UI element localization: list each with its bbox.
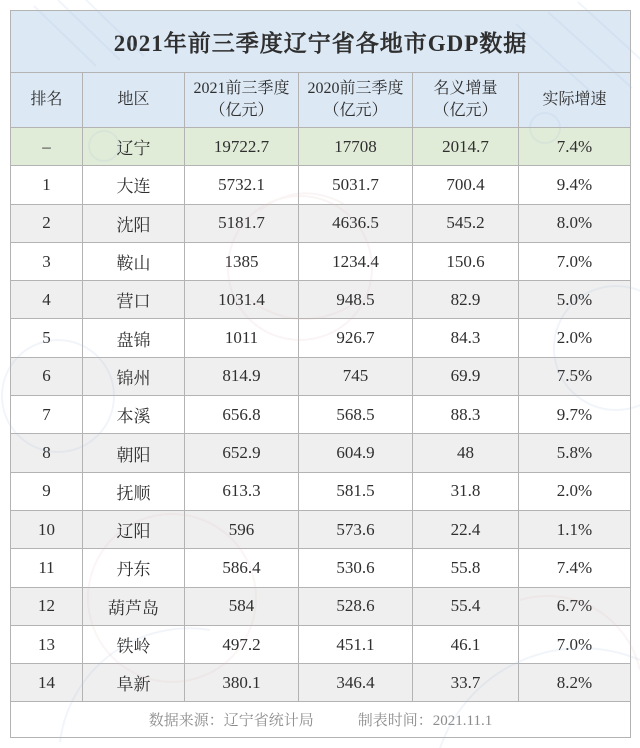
rank-cell: 9 [11, 472, 83, 510]
nominal-increase-cell: 33.7 [413, 664, 519, 702]
nominal-increase-cell: 22.4 [413, 510, 519, 548]
gdp-2020-cell: 604.9 [299, 434, 413, 472]
rank-cell: 6 [11, 357, 83, 395]
column-header-gdp-2020: 2020前三季度（亿元） [299, 73, 413, 128]
table-row [11, 242, 631, 280]
table-title: 2021年前三季度辽宁省各地市GDP数据 [11, 11, 631, 73]
table-row [11, 510, 631, 548]
table-body [11, 128, 631, 702]
real-growth-cell: 5.8% [519, 434, 631, 472]
nominal-increase-cell: 88.3 [413, 396, 519, 434]
real-growth-cell: 9.4% [519, 166, 631, 204]
gdp-2020-cell: 346.4 [299, 664, 413, 702]
gdp-2021-cell: 596 [185, 510, 299, 548]
nominal-increase-cell: 700.4 [413, 166, 519, 204]
region-cell: 营口 [83, 281, 185, 319]
table-row [11, 128, 631, 166]
nominal-increase-cell: 55.4 [413, 587, 519, 625]
rank-cell: 10 [11, 510, 83, 548]
rank-cell: – [11, 128, 83, 166]
region-cell: 阜新 [83, 664, 185, 702]
table-footer [11, 702, 631, 738]
real-growth-cell: 7.5% [519, 357, 631, 395]
gdp-2021-cell: 1011 [185, 319, 299, 357]
gdp-2021-cell: 586.4 [185, 549, 299, 587]
gdp-2021-cell: 584 [185, 587, 299, 625]
gdp-2020-cell: 451.1 [299, 625, 413, 663]
rank-cell: 12 [11, 587, 83, 625]
real-growth-cell: 1.1% [519, 510, 631, 548]
column-header-real-growth: 实际增速 [519, 73, 631, 128]
region-cell: 本溪 [83, 396, 185, 434]
region-cell: 铁岭 [83, 625, 185, 663]
gdp-2021-cell: 5732.1 [185, 166, 299, 204]
real-growth-cell: 2.0% [519, 319, 631, 357]
real-growth-cell: 7.4% [519, 128, 631, 166]
nominal-increase-cell: 46.1 [413, 625, 519, 663]
nominal-increase-cell: 84.3 [413, 319, 519, 357]
rank-cell: 11 [11, 549, 83, 587]
table-row [11, 396, 631, 434]
table-row [11, 472, 631, 510]
made-date-label: 制表时间：2021.11.1 [357, 713, 493, 730]
nominal-increase-cell: 2014.7 [413, 128, 519, 166]
region-cell: 葫芦岛 [83, 587, 185, 625]
real-growth-cell: 7.0% [519, 242, 631, 280]
real-growth-cell: 7.4% [519, 549, 631, 587]
region-cell: 辽宁 [83, 128, 185, 166]
nominal-increase-cell: 545.2 [413, 204, 519, 242]
gdp-table-card [10, 10, 630, 738]
real-growth-cell: 6.7% [519, 587, 631, 625]
rank-cell: 1 [11, 166, 83, 204]
region-cell: 辽阳 [83, 510, 185, 548]
region-cell: 盘锦 [83, 319, 185, 357]
table-row [11, 587, 631, 625]
gdp-table [10, 10, 631, 738]
column-header-gdp-2021: 2021前三季度（亿元） [185, 73, 299, 128]
region-cell: 抚顺 [83, 472, 185, 510]
region-cell: 大连 [83, 166, 185, 204]
nominal-increase-cell: 150.6 [413, 242, 519, 280]
nominal-increase-cell: 31.8 [413, 472, 519, 510]
gdp-2020-cell: 5031.7 [299, 166, 413, 204]
gdp-2021-cell: 814.9 [185, 357, 299, 395]
table-row [11, 281, 631, 319]
real-growth-cell: 8.2% [519, 664, 631, 702]
table-row [11, 549, 631, 587]
table-row [11, 319, 631, 357]
gdp-2021-cell: 380.1 [185, 664, 299, 702]
nominal-increase-cell: 69.9 [413, 357, 519, 395]
nominal-increase-cell: 82.9 [413, 281, 519, 319]
real-growth-cell: 8.0% [519, 204, 631, 242]
title-row [11, 11, 631, 73]
column-header-region: 地区 [83, 73, 185, 128]
gdp-2021-cell: 5181.7 [185, 204, 299, 242]
gdp-2021-cell: 652.9 [185, 434, 299, 472]
rank-cell: 13 [11, 625, 83, 663]
table-row [11, 434, 631, 472]
gdp-2021-cell: 613.3 [185, 472, 299, 510]
gdp-2020-cell: 568.5 [299, 396, 413, 434]
gdp-2020-cell: 528.6 [299, 587, 413, 625]
table-row [11, 204, 631, 242]
header-row [11, 73, 631, 128]
real-growth-cell: 5.0% [519, 281, 631, 319]
table-row [11, 664, 631, 702]
gdp-2021-cell: 1031.4 [185, 281, 299, 319]
region-cell: 锦州 [83, 357, 185, 395]
rank-cell: 8 [11, 434, 83, 472]
region-cell: 沈阳 [83, 204, 185, 242]
column-header-nominal-increase: 名义增量（亿元） [413, 73, 519, 128]
gdp-2020-cell: 926.7 [299, 319, 413, 357]
gdp-2021-cell: 497.2 [185, 625, 299, 663]
footer-row [11, 702, 631, 738]
table-row [11, 357, 631, 395]
table-row [11, 166, 631, 204]
real-growth-cell: 2.0% [519, 472, 631, 510]
gdp-2020-cell: 581.5 [299, 472, 413, 510]
real-growth-cell: 7.0% [519, 625, 631, 663]
region-cell: 鞍山 [83, 242, 185, 280]
gdp-2020-cell: 1234.4 [299, 242, 413, 280]
rank-cell: 4 [11, 281, 83, 319]
gdp-2021-cell: 1385 [185, 242, 299, 280]
table-row [11, 625, 631, 663]
real-growth-cell: 9.7% [519, 396, 631, 434]
gdp-2020-cell: 4636.5 [299, 204, 413, 242]
nominal-increase-cell: 48 [413, 434, 519, 472]
gdp-2020-cell: 948.5 [299, 281, 413, 319]
rank-cell: 2 [11, 204, 83, 242]
rank-cell: 14 [11, 664, 83, 702]
gdp-2020-cell: 530.6 [299, 549, 413, 587]
rank-cell: 7 [11, 396, 83, 434]
gdp-2020-cell: 745 [299, 357, 413, 395]
nominal-increase-cell: 55.8 [413, 549, 519, 587]
rank-cell: 3 [11, 242, 83, 280]
column-header-rank: 排名 [11, 73, 83, 128]
region-cell: 朝阳 [83, 434, 185, 472]
gdp-2020-cell: 573.6 [299, 510, 413, 548]
region-cell: 丹东 [83, 549, 185, 587]
gdp-2020-cell: 17708 [299, 128, 413, 166]
gdp-2021-cell: 19722.7 [185, 128, 299, 166]
gdp-2021-cell: 656.8 [185, 396, 299, 434]
data-source-label: 数据来源：辽宁省统计局 [148, 713, 314, 730]
rank-cell: 5 [11, 319, 83, 357]
